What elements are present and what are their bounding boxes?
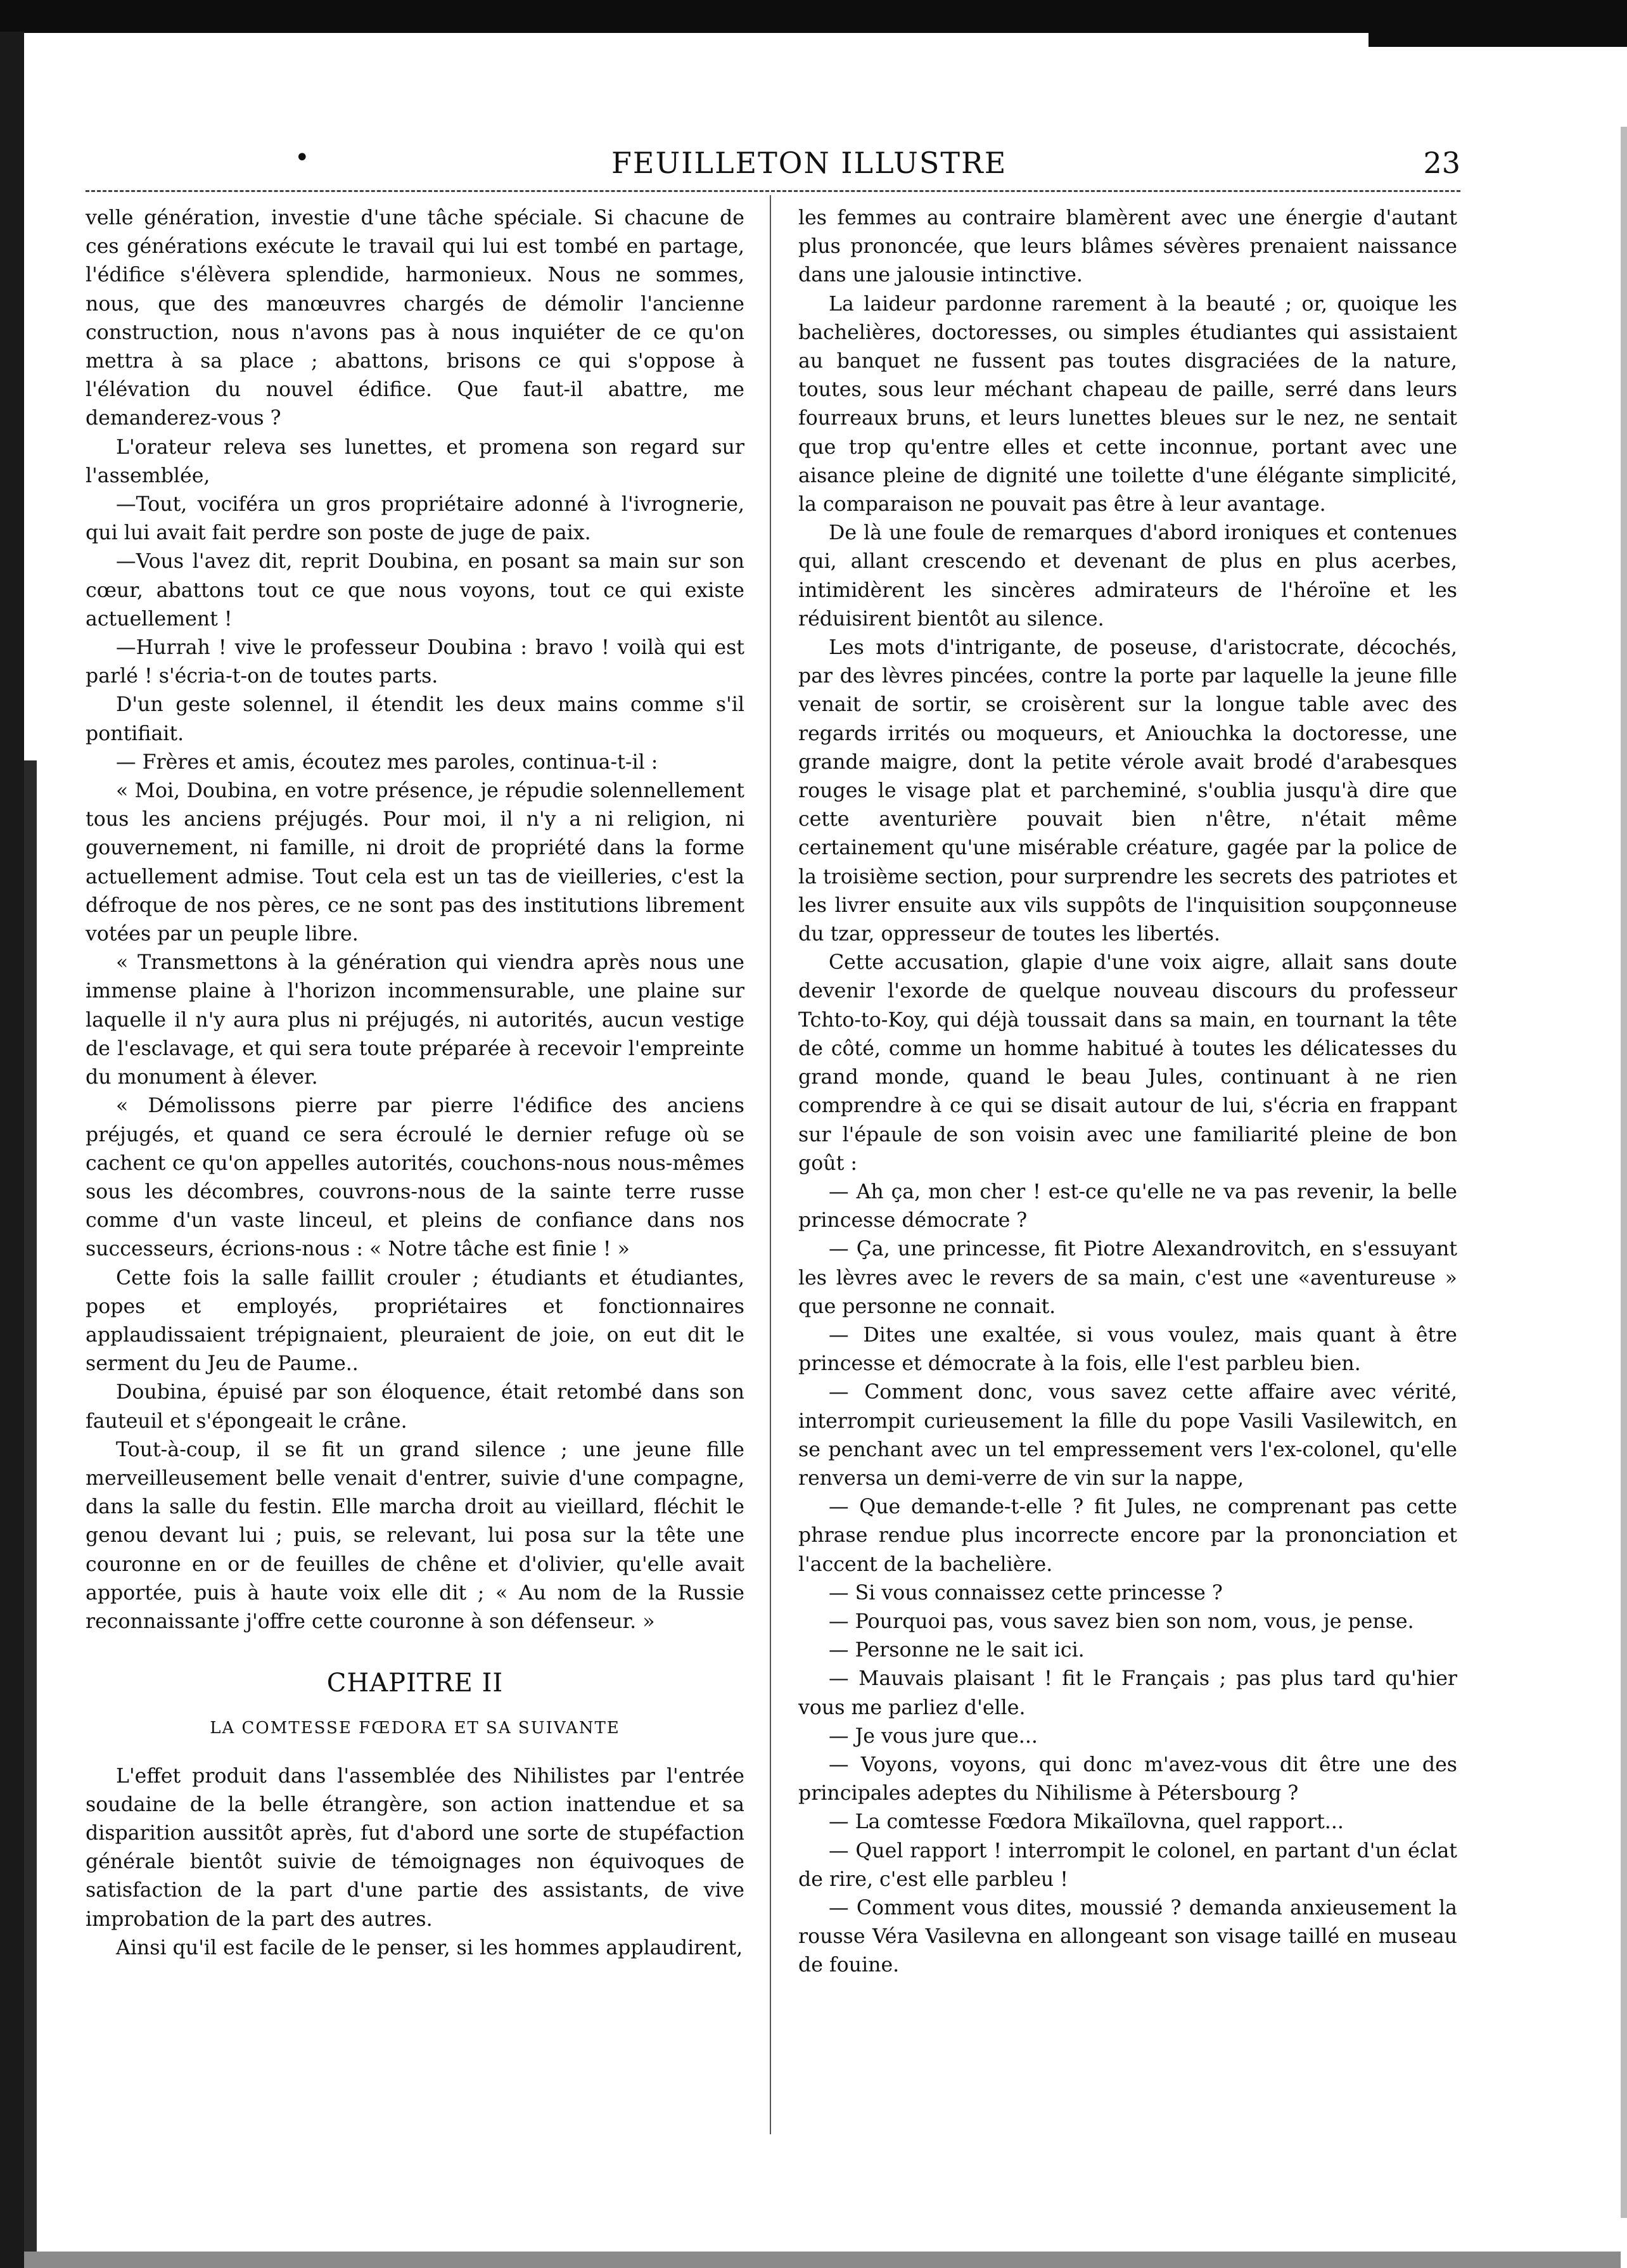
paragraph: Doubina, épuisé par son éloquence, était retombé dans son fauteuil et s'épongeait le crâne. — [86, 1381, 744, 1433]
paragraph: « Démolissons pierre par pierre l'édifice des anciens préjugés, et quand ce sera écroulé le dernier refuge où se cachent ce qu'on appelles autorités, couchons-nous nous-mêmes sous les décombres, couvrons-nous de la sainte terre russe comme d'un vaste linceul, et pleins de confiance dans nos successeurs, écrions-nous : « Notre tâche est finie ! » — [86, 1094, 744, 1261]
chapter-title: CHAPITRE II — [326, 1669, 504, 1698]
scan-left-binding — [0, 32, 24, 2268]
paragraph: —Tout, vociféra un gros propriétaire adonné à l'ivrognerie, qui lui avait fait perdre son poste de juge de paix. — [86, 493, 744, 545]
paragraph: La laideur pardonne rarement à la beauté ; or, quoique les bachelières, doctoresses, ou simples étudiantes qui assistaient au banquet ne fussent pas toutes disgraciées de la nature, toutes, sous leur méchant chapeau de paille, serré dans leurs fourreaux bruns, et leurs lunettes bleues sur le nez, ne sentait que trop qu'entre elles et cette inconnue, portant avec une aisance pleine de dignité une toilette d'une élégante simplicité, la comparaison ne pouvait pas être à leur avantage. — [798, 292, 1457, 516]
paragraph: — Si vous connaissez cette princesse ? — [829, 1581, 1223, 1605]
paragraph: Ainsi qu'il est facile de le penser, si les hommes applaudirent, — [116, 1936, 743, 1959]
paragraph: De là une foule de remarques d'abord ironiques et contenues qui, allant crescendo et devenant de plus en plus acerbes, intimidèrent les sincères admirateurs de l'héroïne et les réduisirent bientôt au silence. — [798, 522, 1457, 631]
page-number: 23 — [1423, 146, 1460, 180]
paragraph: —Vous l'avez dit, reprit Doubina, en posant sa main sur son cœur, abattons tout ce que nous voyons, tout ce qui existe actuellement ! — [86, 550, 744, 631]
right-column — [798, 204, 1457, 2257]
paragraph: « Moi, Doubina, en votre présence, je répudie solennellement tous les anciens préjugés. Pour moi, il n'y a ni religion, ni gouvernement, ni famille, ni droit de propriété dans la forme actuellement admise. Tout cela est un tas de vieilleries, c'est la défroque de nos pères, ce ne sont pas des institutions librement votées par un peuple libre. — [86, 779, 744, 946]
paragraph: — La comtesse Fœdora Mikaïlovna, quel rapport... — [829, 1810, 1344, 1834]
paragraph: — Je vous jure que... — [829, 1724, 1038, 1748]
paragraph: D'un geste solennel, il étendit les deux mains comme s'il pontifiait. — [86, 693, 744, 745]
scan-right-edge — [1621, 127, 1627, 2218]
column-divider — [770, 195, 771, 2134]
paragraph: — Quel rapport ! interrompit le colonel, en partant d'un éclat de rire, c'est elle parbleu ! — [798, 1839, 1457, 1891]
paragraph: Les mots d'intrigante, de poseuse, d'aristocrate, décochés, par des lèvres pincées, contre la porte par laquelle la jeune fille venait de sortir, se croisèrent sur la longue table avec des regards irrités ou moqueurs, et Aniouchka la doctoresse, une grande maigre, dont la petite vérole avait brodé d'arabesques rouges le visage plat et parcheminé, s'oublia jusqu'à dire que cette aventurière pouvait bien n'être, n'était même certainement qu'une misérable créature, gagée par la police de la troisième section, pour surprendre les secrets des patriotes et les livrer ensuite aux vils suppôts de l'inquisition soupçonneuse du tzar, oppresseur de toutes les libertés. — [798, 636, 1457, 946]
chapter-subtitle: LA COMTESSE FŒDORA ET SA SUIVANTE — [210, 1719, 620, 1738]
scan-top-border-right — [1369, 28, 1627, 47]
header-rule — [86, 190, 1460, 192]
scan-left-shadow — [24, 760, 37, 2268]
paragraph: — Mauvais plaisant ! fit le Français ; pas plus tard qu'hier vous me parliez d'elle. — [798, 1667, 1457, 1719]
paragraph: « Transmettons à la génération qui viendra après nous une immense plaine à l'horizon incommensurable, une plaine sur laquelle il n'y aura plus ni préjugés, ni autorités, aucun vestige de l'esclavage, et qui sera toute préparée à recevoir l'empreinte du monument à élever. — [86, 951, 744, 1089]
paragraph: L'effet produit dans l'assemblée des Nihilistes par l'entrée soudaine de la belle étrangère, son action inattendue et sa disparition aussitôt après, fut d'abord une sorte de stupéfaction générale bientôt suivie de témoignages non équivoques de satisfaction de la part d'une partie des assistants, de vive improbation de la part des autres. — [86, 1764, 744, 1931]
left-column — [86, 204, 744, 2257]
paragraph: — Voyons, voyons, qui donc m'avez-vous dit être une des principales adeptes du Nihilisme à Pétersbourg ? — [798, 1753, 1457, 1805]
paragraph: velle génération, investie d'une tâche spéciale. Si chacune de ces générations exécute le travail qui lui est tombé en partage, l'édifice s'élèvera splendide, harmonieux. Nous ne sommes, nous, que des manœuvres chargés de démolir l'ancienne construction, nous n'avons pas à nous inquiéter de ce qu'on mettra à sa place ; abattons, brisons ce qui s'oppose à l'élévation du nouvel édifice. Que faut-il abattre, me demanderez-vous ? — [86, 207, 744, 430]
paragraph: L'orateur releva ses lunettes, et promena son regard sur l'assemblée, — [86, 435, 744, 487]
page-title: FEUILLETON ILLUSTRE — [611, 146, 1007, 180]
paragraph: — Comment vous dites, moussié ? demanda anxieusement la rousse Véra Vasilevna en allongeant son visage taillé en museau de fouine. — [798, 1896, 1457, 1977]
paragraph: — Ah ça, mon cher ! est-ce qu'elle ne va pas revenir, la belle princesse démocrate ? — [798, 1180, 1457, 1233]
paragraph: — Ça, une princesse, fit Piotre Alexandrovitch, en s'essuyant les lèvres avec le revers de sa main, c'est une «aventureuse » que personne ne connait. — [798, 1238, 1457, 1318]
paragraph: les femmes au contraire blamèrent avec une énergie d'autant plus prononcée, que leurs blâmes sévères prenaient naissance dans une jalousie intinctive. — [798, 207, 1457, 287]
paragraph: — Comment donc, vous savez cette affaire avec vérité, interrompit curieusement la fille du pope Vasili Vasilewitch, en se penchant avec un tel empressement vers l'ex-colonel, qu'elle renversa un demi-verre de vin sur la nappe, — [798, 1381, 1457, 1490]
paragraph: Cette accusation, glapie d'une voix aigre, allait sans doute devenir l'exorde de quelque nouveau discours du professeur Tchto-to-Koy, qui déjà toussait dans sa main, en tournant la tête de côté, comme un homme habitué à toutes les délicatesses du grand monde, quand le beau Jules, continuant à ne rien comprendre à ce qui se disait autour de lui, s'écria en frappant sur l'épaule de son voisin avec une familiarité pleine de bon goût : — [798, 951, 1457, 1175]
paragraph: — Frères et amis, écoutez mes paroles, continua-t-il : — [116, 750, 658, 774]
paragraph: — Dites une exaltée, si vous voulez, mais quant à être princesse et démocrate à la fois, elle l'est parbleu bien. — [798, 1323, 1457, 1376]
paragraph: — Que demande-t-elle ? fit Jules, ne comprenant pas cette phrase rendue plus incorrecte encore par la prononciation et l'accent de la bachelière. — [798, 1496, 1457, 1576]
page-header — [86, 143, 1460, 190]
paragraph: Cette fois la salle faillit crouler ; étudiants et étudiantes, popes et employés, propriétaires et fonctionnaires applaudissaient trépignaient, pleuraient de joie, on eut dit le serment du Jeu de Paume.. — [86, 1266, 744, 1376]
paragraph: — Pourquoi pas, vous savez bien son nom, vous, je pense. — [829, 1610, 1414, 1633]
paragraph: —Hurrah ! vive le professeur Doubina : bravo ! voilà qui est parlé ! s'écria-t-on de toutes parts. — [86, 636, 744, 688]
paragraph: Tout-à-coup, il se fit un grand silence ; une jeune fille merveilleusement belle venait d'entrer, suivie d'une compagne, dans la salle du festin. Elle marcha droit au vieillard, fléchit le genou devant lui ; puis, se relevant, lui posa sur la tête une couronne en or de feuilles de chêne et d'olivier, qu'elle avait apportée, puis à haute voix elle dit ; « Au nom de la Russie reconnaissante j'offre cette couronne à son défenseur. » — [86, 1438, 744, 1633]
paragraph: — Personne ne le sait ici. — [829, 1639, 1085, 1662]
header-dot: • — [295, 143, 310, 172]
